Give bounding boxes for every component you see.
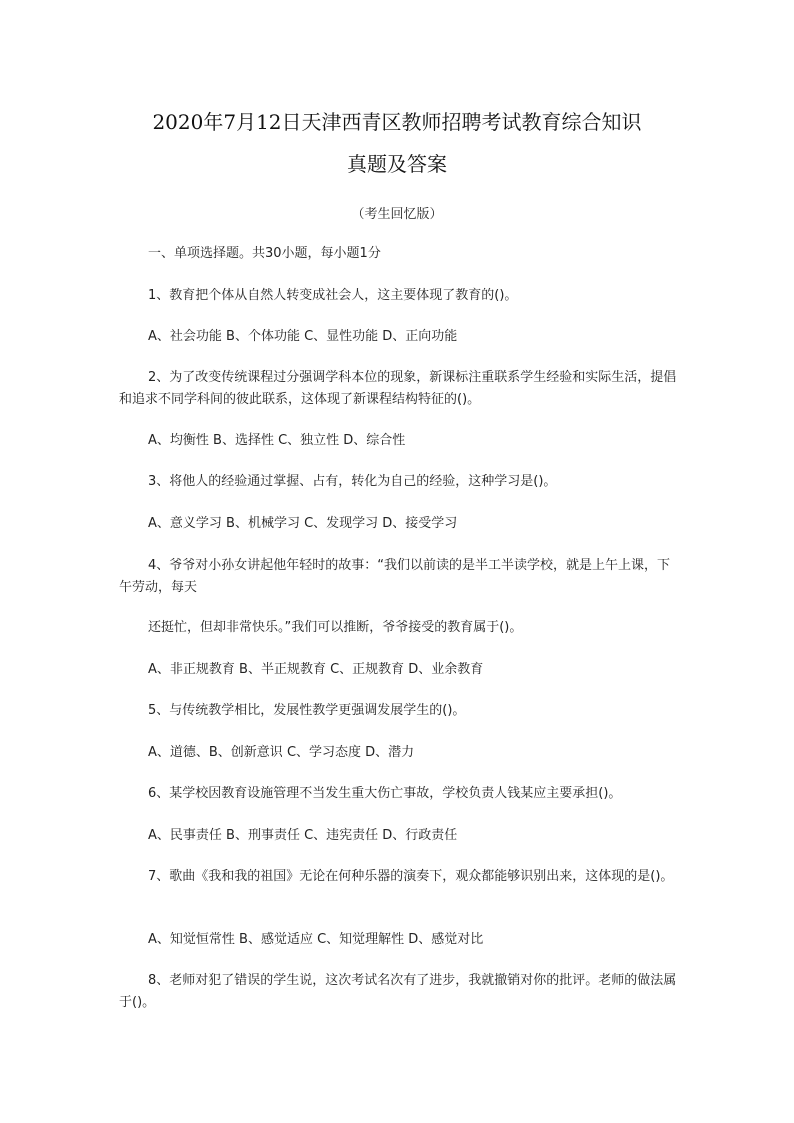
question-4-options: A、非正规教育 B、半正规教育 C、正规教育 D、业余教育 (148, 662, 484, 677)
question-6-stem: 6、某学校因教育设施管理不当发生重大伤亡事故，学校负责人钱某应主要承担()。 (148, 786, 622, 801)
document-title-line2: 真题及答案 (347, 152, 447, 176)
document-subtitle: （考生回忆版） (351, 207, 443, 222)
question-3-stem: 3、将他人的经验通过掌握、占有，转化为自己的经验，这种学习是()。 (148, 474, 557, 489)
question-8-stem: 8、老师对犯了错误的学生说，这次考试名次有了进步，我就撤销对你的批评。老师的做法属于()。 (119, 973, 677, 1010)
question-7-stem: 7、歌曲《我和我的祖国》无论在何种乐器的演奏下，观众都能够识别出来，这体现的是()。 (148, 869, 674, 884)
question-4-stem-continued: 还挺忙，但却非常快乐。”我们可以推断，爷爷接受的教育属于()。 (148, 620, 523, 635)
document-title-line1: 2020年7月12日天津西青区教师招聘考试教育综合知识 (152, 110, 642, 134)
section-heading: 一、单项选择题。共30小题，每小题1分 (148, 246, 381, 261)
question-3-options: A、意义学习 B、机械学习 C、发现学习 D、接受学习 (148, 516, 458, 531)
question-5-stem: 5、与传统教学相比，发展性教学更强调发展学生的()。 (148, 703, 466, 718)
question-5-options: A、道德、B、创新意识 C、学习态度 D、潜力 (148, 745, 415, 760)
question-2-options: A、均衡性 B、选择性 C、独立性 D、综合性 (148, 433, 406, 448)
question-2-stem: 2、为了改变传统课程过分强调学科本位的现象，新课标注重联系学生经验和实际生活，提倡和追求不同学科间的彼此联系，这体现了新课程结构特征的()。 (119, 370, 677, 407)
question-4-stem: 4、爷爷对小孙女讲起他年轻时的故事：“我们以前读的是半工半读学校，就是上午上课，下午劳动，每天 (119, 558, 671, 595)
question-7-options: A、知觉恒常性 B、感觉适应 C、知觉理解性 D、感觉对比 (148, 932, 484, 947)
question-1-options: A、社会功能 B、个体功能 C、显性功能 D、正向功能 (148, 329, 458, 344)
question-6-options: A、民事责任 B、刑事责任 C、违宪责任 D、行政责任 (148, 828, 458, 843)
question-1-stem: 1、教育把个体从自然人转变成社会人，这主要体现了教育的()。 (148, 288, 518, 303)
